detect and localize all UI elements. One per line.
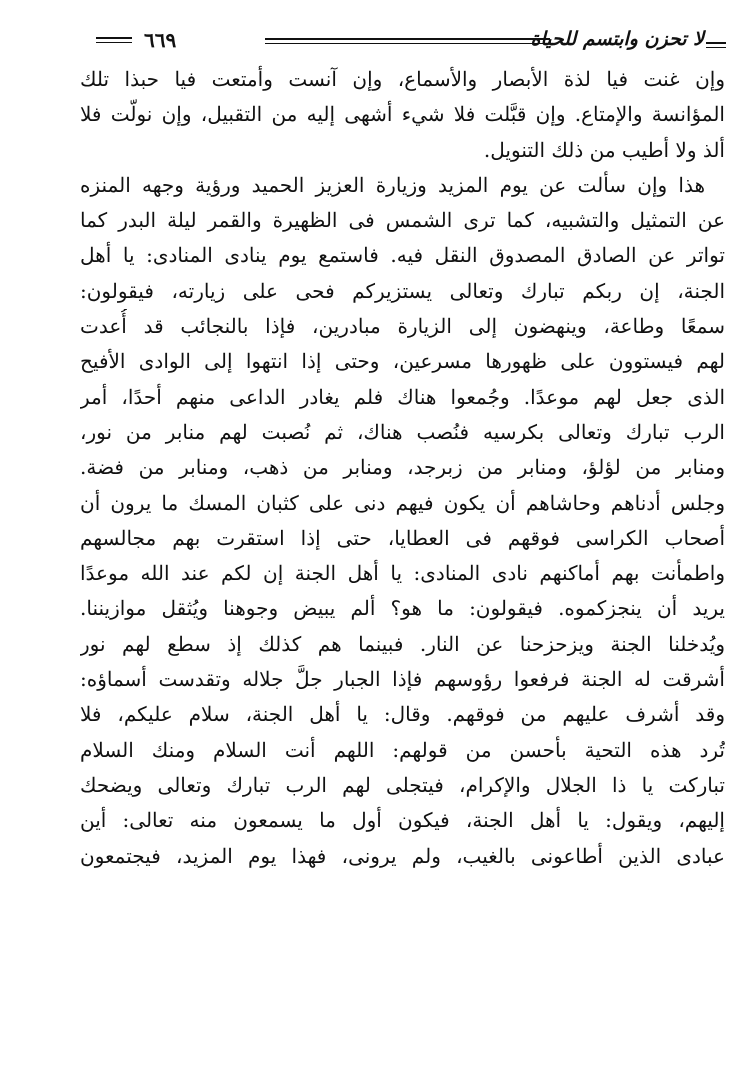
text-line: ألذ ولا أطيب من ذلك التنويل. (483, 137, 725, 162)
text-line: أشرقت له الجنة فرفعوا رؤوسهم فإذا الجبار جلَّ جلاله وتقدست أسماؤه: (80, 667, 725, 692)
body-text (80, 62, 725, 874)
text-line: أصحاب الكراسى فوقهم فى العطايا، حتى إذا استقرت بهم مجالسهم (80, 525, 725, 550)
text-line: وقد أشرف عليهم من فوقهم. وقال: يا أهل الجنة، سلام عليكم، فلا (80, 702, 725, 727)
text-line: عن التمثيل والتشبيه، كما ترى الشمس فى الظهيرة والقمر ليلة البدر كما (80, 208, 725, 233)
text-line: إليهم، ويقول: يا أهل الجنة، فيكون أول ما يسمعون منه تعالى: أين (80, 808, 725, 833)
text-line: ويُدخلنا الجنة ويزحزحنا عن النار. فبينما هم كذلك إذ سطع لهم نور (80, 631, 725, 656)
text-line: ومنابر من لؤلؤ، ومنابر من زبرجد، ومنابر من ذهب، ومنابر من فضة. (80, 455, 725, 480)
header-title: لا تحزن وابتسم للحياة (530, 28, 704, 50)
text-line: الرب تبارك وتعالى بكرسيه فنُصب هناك، ثم نُصبت لهم منابر من نور، (80, 419, 725, 444)
text-line: يريد أن ينجزكموه. فيقولون: ما هو؟ ألم يبيض وجوهنا ويُثقل موازيننا. (80, 596, 725, 621)
text-line: واطمأنت بهم أماكنهم نادى المنادى: يا أهل الجنة إن لكم عند الله موعدًا (80, 561, 725, 586)
text-line: سمعًا وطاعة، وينهضون إلى الزيارة مبادرين، فإذا بالنجائب قد أُعدت (80, 314, 725, 339)
header-rule-long (265, 38, 550, 44)
paragraph-1 (80, 62, 725, 168)
header-rule-right (706, 42, 726, 48)
text-line: وجلس أدناهم وحاشاهم أن يكون فيهم دنى على كثبان المسك ما يرون أن (80, 490, 725, 515)
text-line: تباركت يا ذا الجلال والإكرام، فيتجلى لهم الرب تبارك وتعالى ويضحك (80, 772, 725, 797)
text-line: تُرد هذه التحية بأحسن من قولهم: اللهم أنت السلام ومنك السلام (80, 737, 725, 762)
text-line: الجنة، إن ربكم تبارك وتعالى يستزيركم فحى على زيارته، فيقولون: (80, 278, 725, 303)
page-number: ٦٦٩ (144, 28, 177, 52)
text-line: المؤانسة والإمتاع. وإن قبَّلت فلا شيء أشهى إليه من التقبيل، وإن نولّت فلا (80, 102, 725, 127)
text-line: الذى جعل لهم موعدًا. وجُمعوا هناك فلم يغادر الداعى منهم أحدًا، أمر (80, 384, 725, 409)
text-line: وإن غنت فيا لذة الأبصار والأسماع، وإن آنست وأمتعت فيا حبذا تلك (80, 67, 725, 91)
paragraph-2 (80, 168, 725, 874)
header-rule-short (96, 37, 132, 43)
text-line: عبادى الذين أطاعونى بالغيب، ولم يرونى، فهذا يوم المزيد، فيجتمعون (80, 843, 725, 868)
running-header (96, 28, 726, 58)
text-line: تواتر عن الصادق المصدوق النقل فيه. فاستمع يوم ينادى المنادى: يا أهل (80, 243, 725, 268)
text-line: لهم فيستوون على ظهورها مسرعين، وحتى إذا انتهوا إلى الوادى الأفيح (80, 349, 725, 374)
text-line: هذا وإن سألت عن يوم المزيد وزيارة العزيز الحميد ورؤية وجهه المنزه (80, 172, 705, 197)
